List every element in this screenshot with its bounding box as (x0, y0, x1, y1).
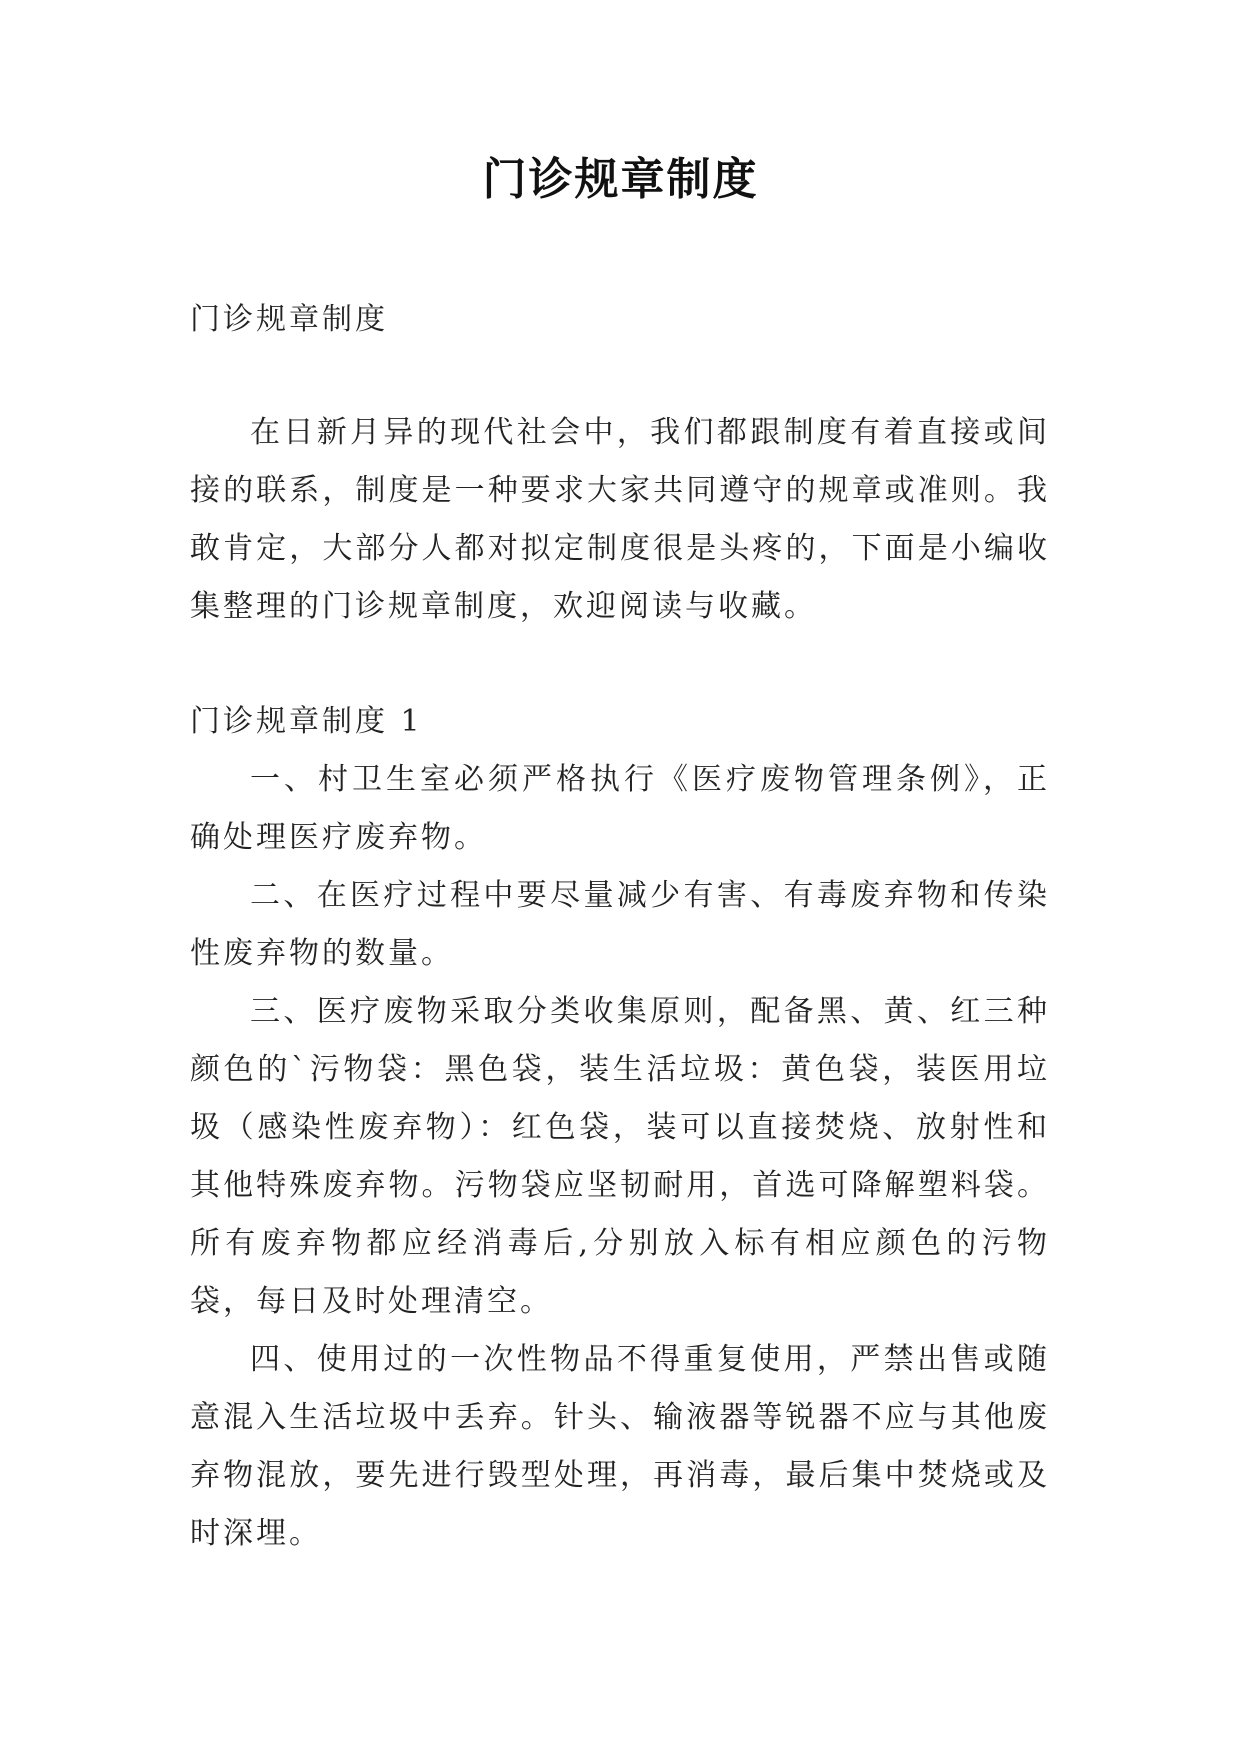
intro-paragraph (190, 404, 1050, 636)
document-subtitle: 门诊规章制度 (190, 302, 388, 337)
section-1-heading: 门诊规章制度 1 (190, 704, 423, 739)
section-1-item-1: 一、村卫生室必须严格执行《医疗废物管理条例》，正确处理医疗废弃物。 (190, 762, 1050, 855)
section-1 (190, 693, 1050, 1563)
section-1-item-4: 四、使用过的一次性物品不得重复使用，严禁出售或随意混入生活垃圾中丢弃。针头、输液器等锐器不应与其他废弃物混放，要先进行毁型处理，再消毒，最后集中焚烧或及时深埋。 (190, 1342, 1050, 1551)
intro-text: 在日新月异的现代社会中，我们都跟制度有着直接或间接的联系，制度是一种要求大家共同遵守的规章或准则。我敢肯定，大部分人都对拟定制度很是头疼的，下面是小编收集整理的门诊规章制度，欢迎阅读与收藏。 (190, 415, 1050, 624)
document-title: 门诊规章制度 (482, 154, 759, 205)
section-1-item-3: 三、医疗废物采取分类收集原则，配备黑、黄、红三种颜色的`污物袋：黑色袋，装生活垃圾：黄色袋，装医用垃圾（感染性废弃物）：红色袋，装可以直接焚烧、放射性和其他特殊废弃物。污物袋应坚韧耐用，首选可降解塑料袋。所有废弃物都应经消毒后,分别放入标有相应颜色的污物袋，每日及时处理清空。 (190, 994, 1050, 1319)
section-1-item-2: 二、在医疗过程中要尽量减少有害、有毒废弃物和传染性废弃物的数量。 (190, 878, 1050, 971)
